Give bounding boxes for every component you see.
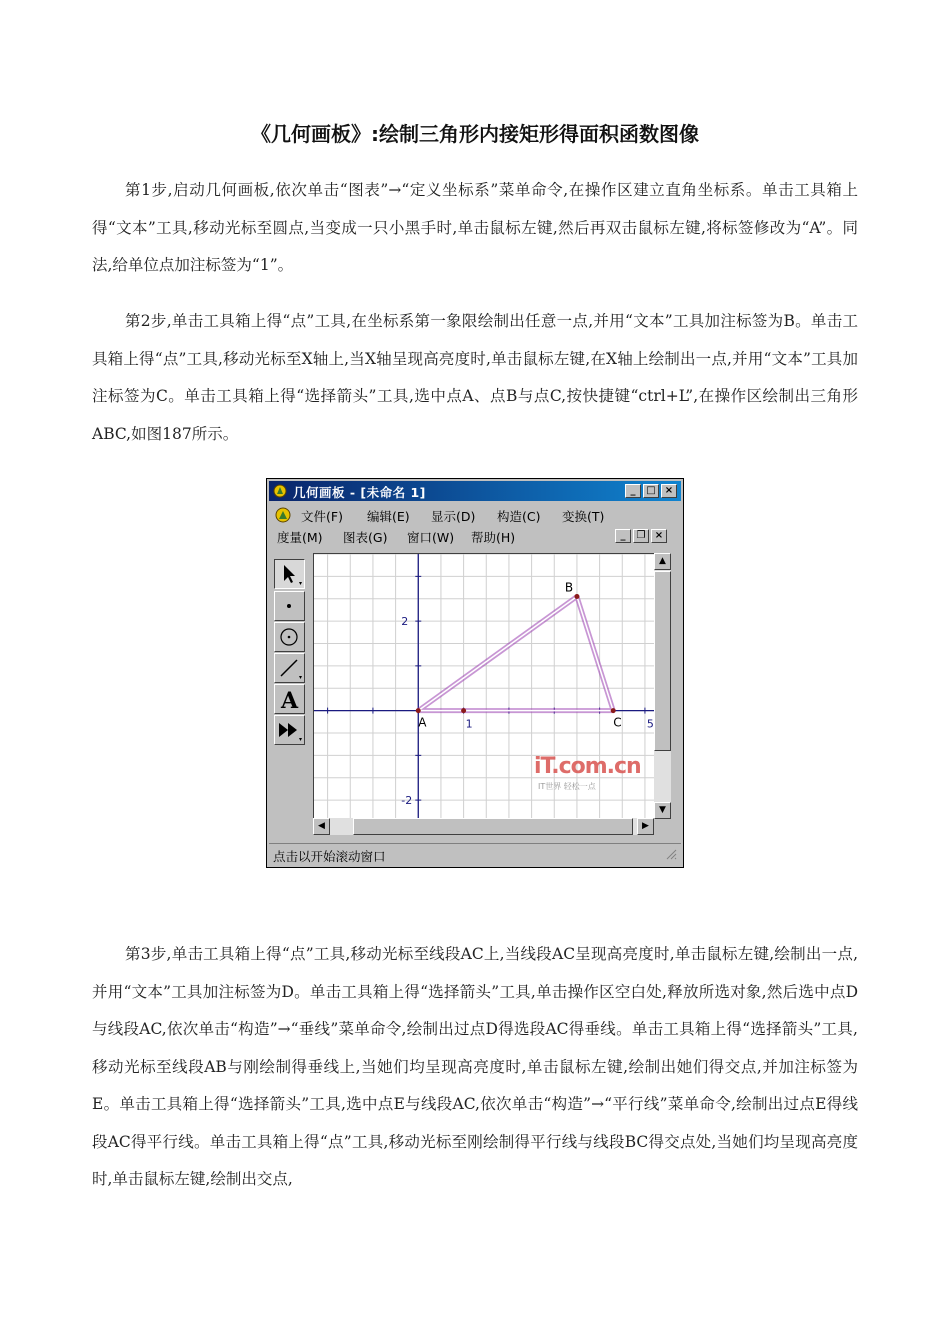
scroll-up-button[interactable]: ▲ [654,553,671,570]
paragraph-step-3: 第3步,单击工具箱上得“点”工具,移动光标至线段AC上,当线段AC呈现高亮度时,单击鼠标左键,绘制出一点,并用“文本”工具加注标签为D。单击工具箱上得“选择箭头”工具,单击操作区空白处,释放所选对象,然后选中点D与线段AC,依次单击“构造”→“垂线”菜单命令,绘制出过点D得选段AC得垂线。单击工具箱上得“选择箭头”工具,移动光标至线段AB与刚绘制得垂线上,当她们均呈现高亮度时,单击鼠标左键,绘制出她们得交点,并加注标签为E。单击工具箱上得“选择箭头”工具,选中点E与线段AC,依次单击“构造”→“平行线”菜单命令,绘制出过点E得线段AC得平行线。单击工具箱上得“点”工具,移动光标至刚绘制得平行线与线段BC得交点处,当她们均呈现高亮度时,单击鼠标左键,绘制出交点, [92,945,858,1188]
paragraph-step-1: 第1步,启动几何画板,依次单击“图表”→“定义坐标系”菜单命令,在操作区建立直角坐标系。单击工具箱上得“文本”工具,移动光标至圆点,当变成一只小黑手时,单击鼠标左键,然后再双击鼠标左键,将标签修改为“A”。同法,给单位点加注标签为“1”。 [92,181,858,274]
page-title: 《几何画板》:绘制三角形内接矩形得面积函数图像 [251,122,699,146]
close-button[interactable]: × [661,484,677,498]
arrow-icon [275,560,304,588]
scroll-down-button[interactable]: ▼ [654,802,671,819]
menu-graph[interactable]: 图表(G) [343,530,388,545]
point-1 [461,708,466,713]
point-B [574,594,579,599]
watermark-logo: iT.com.cn [534,754,641,779]
svg-text:A: A [281,688,299,713]
watermark [534,754,654,806]
scroll-right-button[interactable]: ▶ [637,818,654,835]
circle-icon [275,623,304,651]
menu-bar-row-2 [271,526,671,546]
window-title: 几何画板 - [未命名 1] [293,485,426,500]
menu-help[interactable]: 帮助(H) [471,530,516,545]
menu-construct[interactable]: 构造(C) [497,509,541,524]
compass-tool[interactable] [274,622,305,652]
point-tool[interactable] [274,591,305,621]
sketchpad-window [266,478,684,868]
straightedge-tool[interactable] [274,653,305,683]
child-restore-button[interactable]: ❐ [633,529,649,543]
child-close-button[interactable]: × [651,529,667,543]
triangle-abc-highlight [418,597,613,711]
vertical-scroll-thumb[interactable] [654,571,671,751]
point-C [611,708,616,713]
horizontal-scrollbar[interactable] [313,818,654,835]
select-arrow-tool[interactable] [274,559,305,589]
x-tick-label: 1 [465,717,473,731]
double-arrow-icon [275,716,304,744]
vertical-scrollbar[interactable] [654,553,671,819]
paragraph-step-2: 第2步,单击工具箱上得“点”工具,在坐标系第一象限绘制出任意一点,并用“文本”工具加注标签为B。单击工具箱上得“点”工具,移动光标至X轴上,当X轴呈现高亮度时,单击鼠标左键,在X轴上绘制出一点,并用“文本”工具加注标签为C。单击工具箱上得“选择箭头”工具,选中点A、点B与点C,按快捷键“ctrl+L”,在操作区绘制出三角形ABC,如图187所示。 [92,312,858,443]
minimize-button[interactable]: _ [625,484,641,498]
resize-grip-icon[interactable] [665,848,677,860]
status-bar [269,843,681,864]
segment-icon [275,654,304,682]
point-A [416,708,421,713]
menu-edit[interactable]: 编辑(E) [367,509,410,524]
status-text: 点击以开始滚动窗口 [273,849,386,864]
x-tick-label: 5 [646,717,654,731]
menu-measure[interactable]: 度量(M) [277,530,323,545]
y-tick-label: 2 [401,615,409,629]
menu-file[interactable]: 文件(F) [301,509,343,524]
window-titlebar[interactable] [269,481,681,501]
text-a-icon [275,685,304,713]
menu-transform[interactable]: 变换(T) [562,509,605,524]
menu-bar-row-1 [271,505,671,525]
watermark-tagline: IT世界 轻松一点 [538,782,596,791]
menu-window[interactable]: 窗口(W) [407,530,455,545]
text-tool[interactable] [274,684,305,714]
point-label-B: B [564,580,574,595]
sketchpad-app-icon [273,484,287,498]
toolbox [274,559,307,737]
custom-tool[interactable] [274,715,305,745]
scroll-left-button[interactable]: ◀ [313,818,330,835]
point-icon [275,592,304,620]
menu-display[interactable]: 显示(D) [431,509,476,524]
horizontal-scroll-thumb[interactable] [353,818,633,835]
point-label-C: C [613,715,622,730]
child-minimize-button[interactable]: _ [615,529,631,543]
maximize-button[interactable]: □ [643,484,659,498]
y-tick-label: -2 [401,794,413,808]
sketch-canvas[interactable] [313,553,654,818]
point-label-A: A [418,715,427,730]
